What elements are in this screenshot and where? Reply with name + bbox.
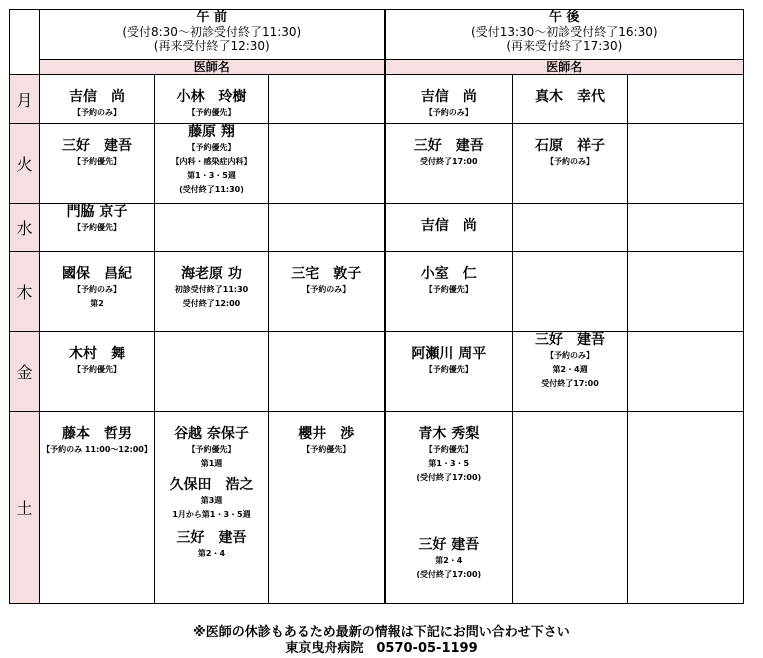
empty-cell bbox=[628, 332, 744, 412]
empty-cell bbox=[628, 124, 744, 204]
empty-cell bbox=[269, 124, 385, 204]
am-return-reception: (再来受付終了12:30) bbox=[153, 39, 270, 53]
doctor-cell bbox=[40, 252, 155, 332]
empty-cell bbox=[269, 204, 385, 252]
doctor-note: 第3週 bbox=[200, 496, 223, 505]
day-label: 木 bbox=[10, 252, 40, 332]
doctor-note: 【予約優先】 bbox=[424, 445, 473, 454]
day-label: 火 bbox=[10, 124, 40, 204]
empty-cell bbox=[269, 75, 385, 124]
empty-cell bbox=[628, 204, 744, 252]
doctor-cell bbox=[385, 332, 513, 412]
doctor-note: 【予約優先】 bbox=[187, 143, 236, 152]
doctor-cell bbox=[155, 75, 269, 124]
doctor-note: 受付終了17:00 bbox=[541, 379, 599, 388]
doctor-cell bbox=[269, 252, 385, 332]
footer-contact: 東京曳舟病院 0570-05-1199 bbox=[285, 641, 478, 656]
am-doctor-label bbox=[40, 60, 385, 75]
doctor-name: 真木 幸代 bbox=[535, 89, 606, 105]
doctor-note: 第1・3・5週 bbox=[187, 171, 236, 180]
doctor-cell bbox=[385, 204, 513, 252]
doctor-note: (受付終了17:00) bbox=[416, 473, 482, 482]
row-thursday bbox=[10, 252, 744, 332]
empty-cell bbox=[628, 75, 744, 124]
doctor-note: 初診受付終了11:30 bbox=[174, 285, 249, 294]
doctor-name: 阿瀬川 周平 bbox=[411, 346, 487, 362]
doctor-name: 三好 建吾 bbox=[62, 138, 132, 154]
row-wednesday bbox=[10, 204, 744, 252]
doctor-name: 藤本 哲男 bbox=[62, 426, 132, 442]
row-friday bbox=[10, 332, 744, 412]
day-label: 金 bbox=[10, 332, 40, 412]
doctor-name: 久保田 浩之 bbox=[169, 477, 254, 493]
header-corner bbox=[10, 10, 40, 75]
doctor-note: 【予約優先】 bbox=[424, 285, 473, 294]
doctor-note: 第1週 bbox=[200, 459, 223, 468]
am-header bbox=[40, 10, 385, 60]
pm-title: 午 後 bbox=[549, 10, 580, 25]
doctor-note: 【予約優先】 bbox=[73, 223, 121, 232]
am-title: 午 前 bbox=[196, 10, 228, 25]
empty-cell bbox=[269, 332, 385, 412]
doctor-note: 【予約のみ】 bbox=[73, 285, 121, 294]
doctor-name: 小林 玲樹 bbox=[176, 89, 247, 105]
doctor-cell bbox=[513, 332, 628, 412]
doctor-cell bbox=[385, 75, 513, 124]
doctor-note: 受付終了17:00 bbox=[420, 157, 478, 166]
doctor-name: 吉信 尚 bbox=[69, 89, 125, 105]
empty-cell bbox=[513, 412, 628, 604]
doctor-name: 三好 建吾 bbox=[535, 332, 606, 348]
day-label: 月 bbox=[10, 75, 40, 124]
doctor-cell bbox=[40, 412, 155, 604]
doctor-name: 吉信 尚 bbox=[420, 218, 477, 234]
doctor-name: 木村 舞 bbox=[69, 346, 125, 362]
doctor-cell bbox=[155, 252, 269, 332]
doctor-note: 【予約のみ】 bbox=[73, 108, 121, 117]
empty-cell bbox=[155, 204, 269, 252]
doctor-note: 第2・4週 bbox=[552, 365, 588, 374]
doctor-cell bbox=[385, 252, 513, 332]
doctor-note: 第1・3・5 bbox=[428, 459, 470, 468]
doctor-note: 1月から第1・3・5週 bbox=[172, 510, 251, 519]
doctor-name: 三宅 敦子 bbox=[291, 266, 362, 282]
doctor-cell bbox=[155, 124, 269, 204]
doctor-note: 第2 bbox=[90, 299, 104, 308]
day-label: 水 bbox=[10, 204, 40, 252]
doctor-name: 吉信 尚 bbox=[420, 89, 477, 105]
doctor-note: 【予約のみ 11:00～12:00】 bbox=[42, 445, 152, 454]
doctor-note: 【予約優先】 bbox=[187, 108, 236, 117]
doctor-cell bbox=[40, 124, 155, 204]
footer-notice: ※医師の休診もあるため最新の情報は下記にお問い合わせ下さい bbox=[193, 625, 570, 640]
pm-header bbox=[385, 10, 744, 60]
doctor-name: 小室 仁 bbox=[420, 266, 477, 282]
doctor-note: 【予約のみ】 bbox=[424, 108, 473, 117]
doctor-name: 國保 昌紀 bbox=[62, 266, 132, 282]
doctor-name: 門脇 京子 bbox=[66, 204, 128, 220]
doctor-note: 【予約優先】 bbox=[424, 365, 473, 374]
doctor-name: 三好 建吾 bbox=[176, 530, 247, 546]
doctor-note: (受付終了11:30) bbox=[179, 185, 244, 194]
empty-cell bbox=[628, 412, 744, 604]
doctor-name: 海老原 功 bbox=[181, 266, 242, 282]
pm-return-reception: (再来受付終了17:30) bbox=[506, 39, 623, 53]
doctor-name: 櫻井 渉 bbox=[298, 426, 355, 442]
doctor-name: 石原 祥子 bbox=[535, 138, 606, 154]
doctor-cell bbox=[513, 75, 628, 124]
doctor-note: 【予約のみ】 bbox=[546, 157, 595, 166]
row-tuesday bbox=[10, 124, 744, 204]
doctor-note: 第2・4 bbox=[435, 556, 463, 565]
doctor-note: (受付終了17:00) bbox=[416, 570, 482, 579]
empty-cell bbox=[513, 252, 628, 332]
doctor-cell bbox=[40, 332, 155, 412]
doctor-note: 【予約優先】 bbox=[73, 157, 121, 166]
pm-doctor-label-text: 医師名 bbox=[546, 60, 583, 74]
doctor-name: 三好 建吾 bbox=[418, 537, 480, 553]
pm-reception-hours: (受付13:30～初診受付終了16:30) bbox=[471, 25, 658, 39]
doctor-cell bbox=[40, 204, 155, 252]
doctor-cell bbox=[269, 412, 385, 604]
am-doctor-label-text: 医師名 bbox=[193, 60, 230, 74]
doctor-note: 第2・4 bbox=[197, 549, 226, 558]
doctor-name: 谷越 奈保子 bbox=[174, 426, 249, 442]
empty-cell bbox=[155, 332, 269, 412]
doctor-note: 【予約優先】 bbox=[187, 445, 236, 454]
doctor-note: 受付終了12:00 bbox=[182, 299, 241, 308]
schedule-table bbox=[9, 9, 744, 604]
doctor-note: 【予約優先】 bbox=[73, 365, 121, 374]
pm-doctor-label bbox=[385, 60, 744, 75]
doctor-note: 【内科・感染症内科】 bbox=[171, 157, 252, 166]
doctor-cell bbox=[40, 75, 155, 124]
doctor-note: 【予約優先】 bbox=[302, 445, 351, 454]
doctor-name: 三好 建吾 bbox=[413, 138, 484, 154]
am-reception-hours: (受付8:30～初診受付終了11:30) bbox=[122, 25, 302, 39]
row-monday bbox=[10, 75, 744, 124]
doctor-cell bbox=[513, 124, 628, 204]
empty-cell bbox=[513, 204, 628, 252]
row-saturday bbox=[10, 412, 744, 604]
day-label: 土 bbox=[10, 412, 40, 604]
doctor-name: 青木 秀梨 bbox=[418, 426, 480, 442]
doctor-note: 【予約のみ】 bbox=[302, 285, 351, 294]
empty-cell bbox=[628, 252, 744, 332]
doctor-note: 【予約のみ】 bbox=[546, 351, 595, 360]
doctor-cell bbox=[385, 412, 513, 604]
doctor-name: 藤原 翔 bbox=[188, 124, 235, 140]
doctor-cell bbox=[155, 412, 269, 604]
doctor-cell bbox=[385, 124, 513, 204]
